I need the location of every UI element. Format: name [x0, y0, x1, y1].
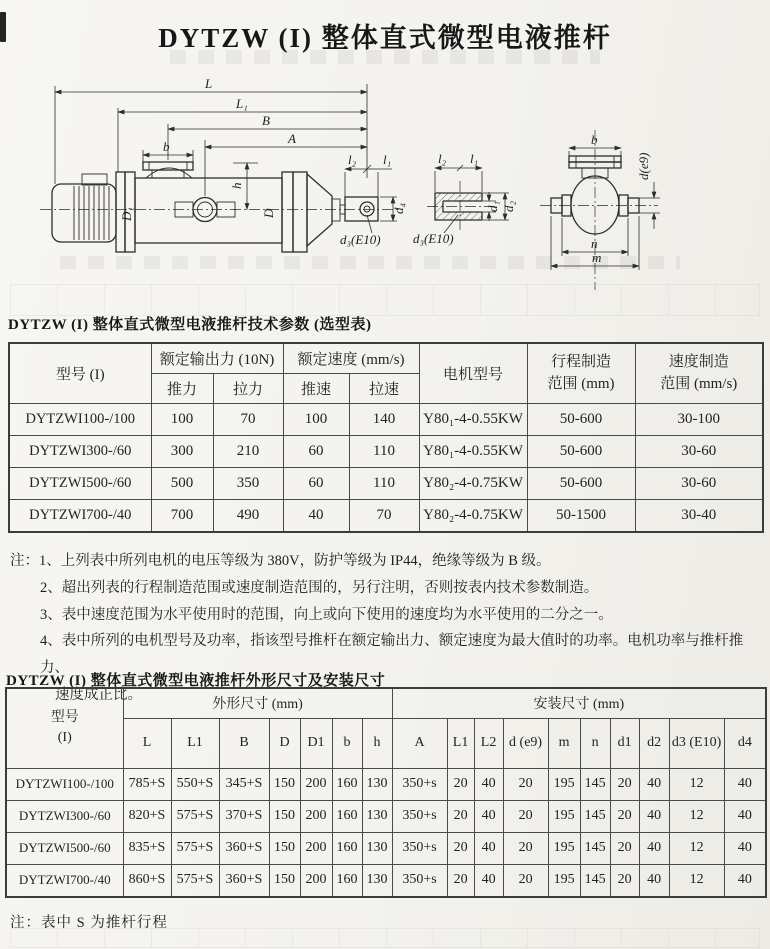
col-header-push-speed: 推速	[283, 374, 349, 404]
dim-label-end-b: b	[591, 132, 598, 147]
dim-label-detail-d2: d₂	[501, 200, 516, 212]
technical-drawing	[0, 68, 770, 310]
dim-label-l2: l₂	[348, 152, 357, 167]
col-header-stroke-range: 行程制造 范围 (mm)	[527, 343, 635, 404]
spec-table-caption: DYTZW (I) 整体直式微型电液推杆技术参数 (选型表)	[8, 317, 372, 333]
page-title: DYTZW (I) 整体直式微型电液推杆	[158, 23, 612, 53]
table-row: DYTZWI100-/100 785+S 550+S 345+S 150 200 160 130 350+s 20 40 20 195 145 20 40 12 40	[6, 768, 766, 800]
dim-label-detail-l2: l₂	[438, 151, 447, 166]
front-cone	[307, 174, 332, 246]
dim-label-end-m: m	[592, 250, 602, 265]
col-header-d1: d1	[610, 718, 639, 768]
dim-label-b: b	[163, 139, 170, 154]
col-header-speed-range: 速度制造 范围 (mm/s)	[635, 343, 763, 404]
col-header-L1-install: L1	[447, 718, 474, 768]
col-header-d3-E10: d3 (E10)	[669, 718, 724, 768]
col-header-motor: 电机型号	[419, 343, 527, 404]
note-line: 注：1、上列表中所列电机的电压等级为 380V，防护等级为 IP44，绝缘等级为 B 级。	[10, 553, 551, 569]
col-group-install-dims: 安装尺寸 (mm)	[392, 688, 766, 718]
note-line: 速度成正比。	[55, 686, 142, 703]
table-row: DYTZWI500-/60 835+S 575+S 360+S 150 200 160 130 350+s 20 40 20 195 145 20 40 12 40	[6, 832, 766, 864]
dim-label-d4: d₄	[391, 202, 406, 214]
note-line: 2、超出列表的行程制造范围或速度制造范围的，另行注明，否则按表内技术参数制造。	[40, 579, 599, 596]
col-header-L1: L1	[171, 718, 219, 768]
dimension-table	[5, 687, 767, 898]
dim-label-A: A	[288, 131, 296, 146]
dim-label-end-n: n	[591, 236, 598, 251]
col-group-rated-output: 额定输出力 (10N)	[151, 343, 283, 374]
top-flange	[143, 162, 193, 170]
dim-label-D1: D₁	[119, 207, 134, 221]
dim-label-detail-d1: d₁	[485, 200, 500, 212]
stroke-note: 注：表中 S 为推杆行程	[10, 915, 168, 931]
dim-label-B: B	[262, 113, 270, 128]
col-header-A: A	[392, 718, 447, 768]
col-header-D1: D1	[300, 718, 332, 768]
dim-label-detail-d3: d₃(E10)	[413, 231, 454, 246]
dim-label-h: h	[229, 182, 244, 189]
col-group-rated-speed: 额定速度 (mm/s)	[283, 343, 419, 374]
dim-label-L1: L₁	[236, 96, 248, 111]
table-row: DYTZWI700-/40 860+S 575+S 360+S 150 200 160 130 350+s 20 40 20 195 145 20 40 12 40	[6, 864, 766, 897]
table-row: DYTZWI300-/60 300 210 60 110 Y80₁-4-0.55KW 50-600 30-60	[9, 436, 763, 468]
col-header-L2: L2	[474, 718, 503, 768]
table-row: DYTZWI100-/100 100 70 100 140 Y80₁-4-0.55KW 50-600 30-100	[9, 404, 763, 436]
cylinder-body	[135, 178, 282, 243]
dim-label-l1: l₁	[383, 152, 392, 167]
col-header-h: h	[362, 718, 392, 768]
end-view-drawing	[540, 130, 660, 290]
dim-label-d3: d₃(E10)	[340, 232, 381, 247]
table-row: DYTZWI500-/60 500 350 60 110 Y80₂-4-0.75KW 50-600 30-60	[9, 468, 763, 500]
col-header-b: b	[332, 718, 362, 768]
rod-end-hole	[360, 202, 374, 216]
rod-end-block	[345, 197, 378, 221]
col-header-push-force: 推力	[151, 374, 213, 404]
col-group-outline-dims: 外形尺寸 (mm)	[123, 688, 392, 718]
col-header-B: B	[219, 718, 269, 768]
table-row: DYTZWI700-/40 700 490 40 70 Y80₂-4-0.75KW 50-1500 30-40	[9, 500, 763, 533]
col-header-model: 型号 (I)	[9, 343, 151, 404]
rod-end-detail-drawing	[413, 151, 516, 246]
dim-label-end-de9: d(e9)	[636, 152, 651, 180]
motor-fins	[74, 186, 109, 240]
col-header-L: L	[123, 718, 171, 768]
spec-table	[8, 342, 764, 533]
col-header-m: m	[548, 718, 580, 768]
side-view-drawing	[40, 76, 406, 252]
col-header-pull-force: 拉力	[213, 374, 283, 404]
dim-label-detail-l1: l₁	[470, 151, 479, 166]
col-header-model: 型号 (I)	[6, 688, 123, 768]
note-line: 4、表中所列的电机型号及功率，指该型号推杆在额定输出力、额定速度为最大值时的功率。电机功率与推杆推力、	[40, 633, 744, 677]
dim-label-D: D	[261, 208, 276, 218]
col-header-D: D	[269, 718, 300, 768]
dim-label-L: L	[205, 76, 213, 91]
note-line: 3、表中速度范围为水平使用时的范围，向上或向下使用的速度均为水平使用的二分之一。	[40, 606, 613, 623]
dimension-table-caption: DYTZW (I) 整体直式微型电液推杆外形尺寸及安装尺寸	[6, 673, 386, 689]
col-header-n: n	[580, 718, 610, 768]
col-header-d2: d2	[639, 718, 669, 768]
col-header-pull-speed: 拉速	[349, 374, 419, 404]
col-header-d-e9: d (e9)	[503, 718, 548, 768]
table-row: DYTZWI300-/60 820+S 575+S 370+S 150 200 160 130 350+s 20 40 20 195 145 20 40 12 40	[6, 800, 766, 832]
col-header-d4: d4	[724, 718, 766, 768]
